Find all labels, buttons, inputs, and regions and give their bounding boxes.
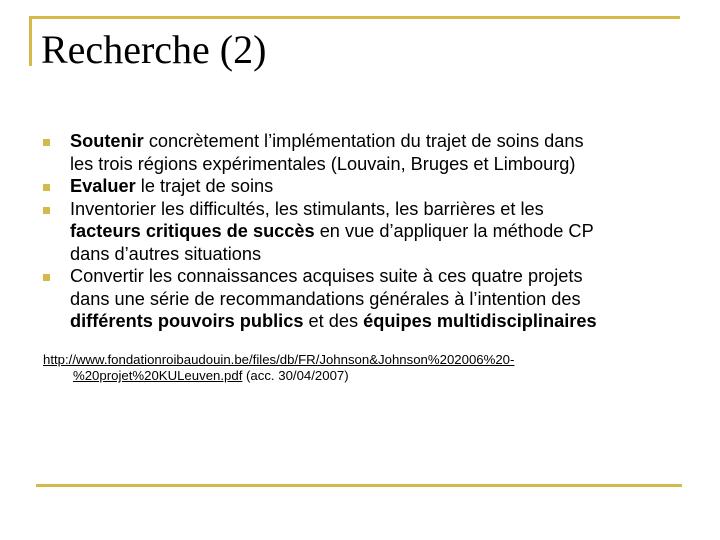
title-frame-top-rule (29, 16, 680, 19)
bullet-square-icon (43, 184, 50, 191)
bullet-text: Convertir les connaissances acquises suite à ces quatre projets (70, 266, 583, 286)
bullet-bold-text: différents pouvoirs publics (70, 311, 304, 331)
bullet-item (43, 198, 693, 266)
bullet-line (70, 220, 693, 243)
bullet-line (70, 243, 693, 266)
bullet-line (70, 310, 693, 333)
bullet-bold-text: équipes multidisciplinaires (363, 311, 597, 331)
bullet-text: et des (303, 311, 364, 331)
bullet-bold-text: Evaluer (70, 176, 136, 196)
bullet-bold-text: Soutenir (70, 131, 144, 151)
bullet-text: dans d’autres situations (70, 243, 262, 264)
bullet-square-icon (43, 207, 50, 214)
title-frame-vertical-rule (29, 16, 32, 66)
bullet-line (70, 175, 693, 198)
slide-title: Recherche (2) (41, 27, 267, 72)
bullet-bold-text: facteurs critiques de succès (70, 221, 315, 241)
bullet-item (43, 265, 693, 333)
bullet-item (43, 175, 693, 198)
bullet-text: les trois régions expérimentales (Louvain, Bruges et Limbourg) (70, 153, 576, 174)
bullet-text: en vue d’appliquer la méthode CP (314, 221, 594, 241)
bottom-rule (36, 484, 682, 487)
bullet-text: dans une série de recommandations générales à l’intention des (70, 288, 581, 309)
reference-citation (43, 352, 643, 384)
reference-link-line1: http://www.fondationroibaudouin.be/files/db/FR/Johnson&Johnson%202006%20- (43, 352, 515, 367)
bullet-line (70, 153, 693, 176)
bullet-text: Inventorier les difficultés, les stimulants, les barrières et les (70, 198, 544, 219)
reference-access-date: (acc. 30/04/2007) (242, 368, 349, 383)
bullet-text: le trajet de soins (135, 176, 274, 196)
bullet-text: concrètement l’implémentation du trajet de soins dans (143, 131, 584, 151)
bullet-line (70, 288, 693, 311)
bullet-square-icon (43, 274, 50, 281)
reference-link[interactable] (43, 352, 514, 367)
reference-link-continued[interactable] (73, 368, 242, 383)
bullet-line (70, 265, 693, 288)
bullet-list (43, 130, 693, 333)
reference-link-line2: %20projet%20KULeuven.pdf (73, 368, 243, 383)
bullet-line (70, 130, 693, 153)
bullet-line (70, 198, 693, 221)
bullet-square-icon (43, 139, 50, 146)
bullet-item (43, 130, 693, 175)
